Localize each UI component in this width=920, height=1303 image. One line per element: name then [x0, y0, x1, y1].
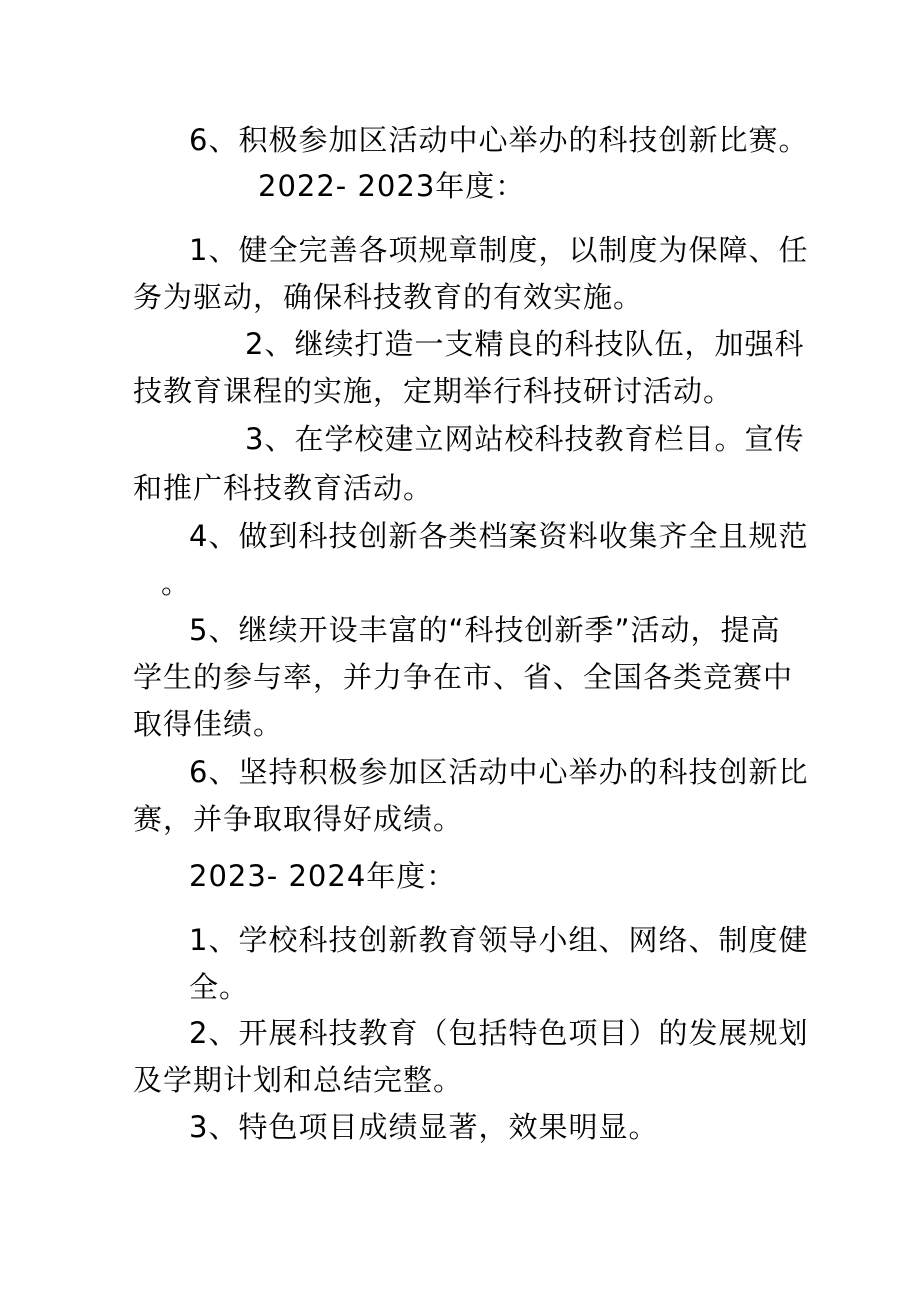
y2023-item-2-line-1: 2、开展科技教育（包括特色项目）的发展规划	[189, 1016, 809, 1050]
year-2022-2023-heading: 2022- 2023年度：	[258, 169, 526, 203]
y2022-item-1-line-1: 1、健全完善各项规章制度，以制度为保障、任	[189, 233, 809, 267]
y2022-item-4-line-1: 4、做到科技创新各类档案资料收集齐全且规范	[189, 519, 809, 553]
y2023-item-1-line-2: 全。	[189, 970, 250, 1004]
y2022-item-2-line-1: 2、继续打造一支精良的科技队伍，加强科	[245, 327, 805, 361]
y2022-item-5-line-1: 5、继续开设丰富的“科技创新季”活动，提高	[189, 613, 781, 647]
intro-item-6: 6、积极参加区活动中心举办的科技创新比赛。	[189, 123, 809, 157]
y2022-item-6-line-1: 6、坚持积极参加区活动中心举办的科技创新比	[189, 755, 809, 789]
y2022-item-5-line-3: 取得佳绩。	[133, 707, 284, 741]
y2023-item-3-line-1: 3、特色项目成绩显著，效果明显。	[189, 1110, 659, 1144]
y2022-item-5-line-2: 学生的参与率，并力争在市、省、全国各类竞赛中	[133, 660, 794, 694]
y2022-item-3-line-2: 和推广科技教育活动。	[133, 471, 434, 505]
y2022-item-6-line-2: 赛，并争取取得好成绩。	[133, 802, 464, 836]
y2023-item-2-line-2: 及学期计划和总结完整。	[133, 1063, 464, 1097]
year-2023-2024-heading: 2023- 2024年度：	[189, 859, 457, 893]
y2022-item-4-line-2: 。	[161, 566, 192, 600]
y2022-item-2-line-2: 技教育课程的实施，定期举行科技研讨活动。	[133, 374, 734, 408]
y2022-item-3-line-1: 3、在学校建立网站校科技教育栏目。宣传	[245, 422, 805, 456]
y2022-item-1-line-2: 务为驱动，确保科技教育的有效实施。	[133, 280, 644, 314]
y2023-item-1-line-1: 1、学校科技创新教育领导小组、网络、制度健	[189, 923, 809, 957]
